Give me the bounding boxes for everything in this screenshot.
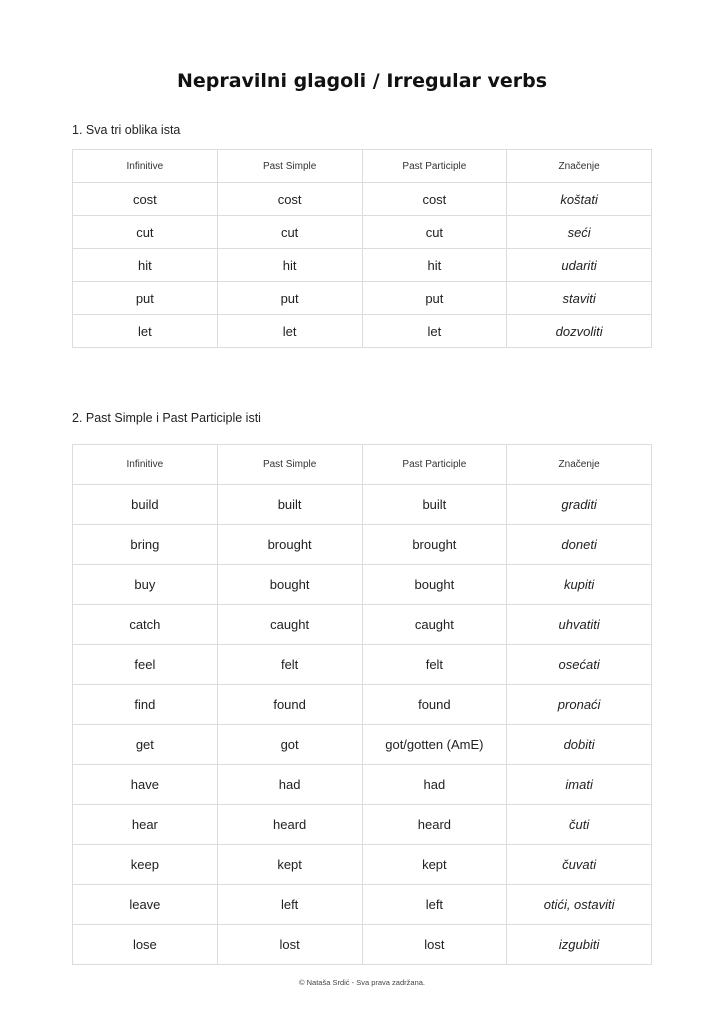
section-2-heading: 2. Past Simple i Past Participle isti [72, 411, 261, 425]
cell-meaning: čuti [507, 805, 652, 845]
cell-meaning: doneti [507, 525, 652, 565]
cell-past-simple: cost [217, 183, 362, 216]
cell-meaning: kupiti [507, 565, 652, 605]
column-header-infinitive: Infinitive [73, 445, 218, 485]
cell-meaning: izgubiti [507, 925, 652, 965]
cell-meaning: otići, ostaviti [507, 885, 652, 925]
cell-past-simple: left [217, 885, 362, 925]
cell-past-participle: got/gotten (AmE) [362, 725, 507, 765]
cell-past-simple: kept [217, 845, 362, 885]
cell-past-simple: caught [217, 605, 362, 645]
table-row [73, 183, 652, 216]
cell-past-participle: heard [362, 805, 507, 845]
table-row [73, 282, 652, 315]
verbs-table-same-past-forms [72, 444, 652, 965]
cell-past-participle: let [362, 315, 507, 348]
cell-infinitive: hear [73, 805, 218, 845]
cell-meaning: graditi [507, 485, 652, 525]
table-row [73, 685, 652, 725]
cell-infinitive: keep [73, 845, 218, 885]
table-row [73, 845, 652, 885]
cell-past-simple: built [217, 485, 362, 525]
table-row [73, 485, 652, 525]
cell-infinitive: catch [73, 605, 218, 645]
cell-past-simple: put [217, 282, 362, 315]
cell-past-simple: bought [217, 565, 362, 605]
cell-infinitive: let [73, 315, 218, 348]
cell-past-participle: kept [362, 845, 507, 885]
cell-past-simple: lost [217, 925, 362, 965]
cell-meaning: imati [507, 765, 652, 805]
table-row [73, 765, 652, 805]
cell-past-participle: cut [362, 216, 507, 249]
table-row [73, 885, 652, 925]
page-title: Nepravilni glagoli / Irregular verbs [176, 70, 548, 92]
column-header-past-simple: Past Simple [217, 445, 362, 485]
cell-past-participle: found [362, 685, 507, 725]
cell-past-simple: brought [217, 525, 362, 565]
table-row [73, 645, 652, 685]
cell-past-participle: put [362, 282, 507, 315]
cell-infinitive: find [73, 685, 218, 725]
cell-past-participle: built [362, 485, 507, 525]
cell-infinitive: build [73, 485, 218, 525]
cell-infinitive: buy [73, 565, 218, 605]
cell-past-participle: had [362, 765, 507, 805]
cell-past-participle: hit [362, 249, 507, 282]
table-row [73, 216, 652, 249]
cell-infinitive: feel [73, 645, 218, 685]
cell-meaning: staviti [507, 282, 652, 315]
cell-infinitive: cut [73, 216, 218, 249]
column-header-meaning: Značenje [507, 150, 652, 183]
cell-past-participle: felt [362, 645, 507, 685]
cell-infinitive: put [73, 282, 218, 315]
table-row [73, 315, 652, 348]
table-body [73, 183, 652, 348]
cell-meaning: koštati [507, 183, 652, 216]
cell-meaning: osećati [507, 645, 652, 685]
cell-infinitive: leave [73, 885, 218, 925]
table-body [73, 485, 652, 965]
cell-past-simple: felt [217, 645, 362, 685]
column-header-past-simple: Past Simple [217, 150, 362, 183]
cell-past-participle: caught [362, 605, 507, 645]
table-row [73, 805, 652, 845]
cell-past-simple: let [217, 315, 362, 348]
cell-past-participle: bought [362, 565, 507, 605]
cell-meaning: uhvatiti [507, 605, 652, 645]
cell-meaning: pronaći [507, 685, 652, 725]
table-row [73, 925, 652, 965]
cell-past-simple: found [217, 685, 362, 725]
copyright-footer: © Nataša Srdić - Sva prava zadržana. [299, 978, 425, 987]
column-header-past-participle: Past Participle [362, 445, 507, 485]
cell-infinitive: have [73, 765, 218, 805]
cell-meaning: udariti [507, 249, 652, 282]
column-header-infinitive: Infinitive [73, 150, 218, 183]
cell-past-simple: hit [217, 249, 362, 282]
cell-infinitive: hit [73, 249, 218, 282]
cell-infinitive: get [73, 725, 218, 765]
cell-past-participle: lost [362, 925, 507, 965]
table-row [73, 249, 652, 282]
table-row [73, 605, 652, 645]
cell-meaning: dobiti [507, 725, 652, 765]
cell-past-simple: cut [217, 216, 362, 249]
verbs-table-same-forms [72, 149, 652, 348]
table-row [73, 525, 652, 565]
cell-meaning: dozvoliti [507, 315, 652, 348]
section-1-heading: 1. Sva tri oblika ista [72, 123, 181, 137]
cell-meaning: čuvati [507, 845, 652, 885]
cell-infinitive: cost [73, 183, 218, 216]
table-row [73, 565, 652, 605]
table-header-row [73, 445, 652, 485]
cell-infinitive: lose [73, 925, 218, 965]
cell-past-participle: brought [362, 525, 507, 565]
cell-past-participle: cost [362, 183, 507, 216]
cell-past-participle: left [362, 885, 507, 925]
cell-infinitive: bring [73, 525, 218, 565]
column-header-past-participle: Past Participle [362, 150, 507, 183]
table-header-row [73, 150, 652, 183]
cell-meaning: seći [507, 216, 652, 249]
cell-past-simple: got [217, 725, 362, 765]
cell-past-simple: had [217, 765, 362, 805]
table-row [73, 725, 652, 765]
cell-past-simple: heard [217, 805, 362, 845]
column-header-meaning: Značenje [507, 445, 652, 485]
